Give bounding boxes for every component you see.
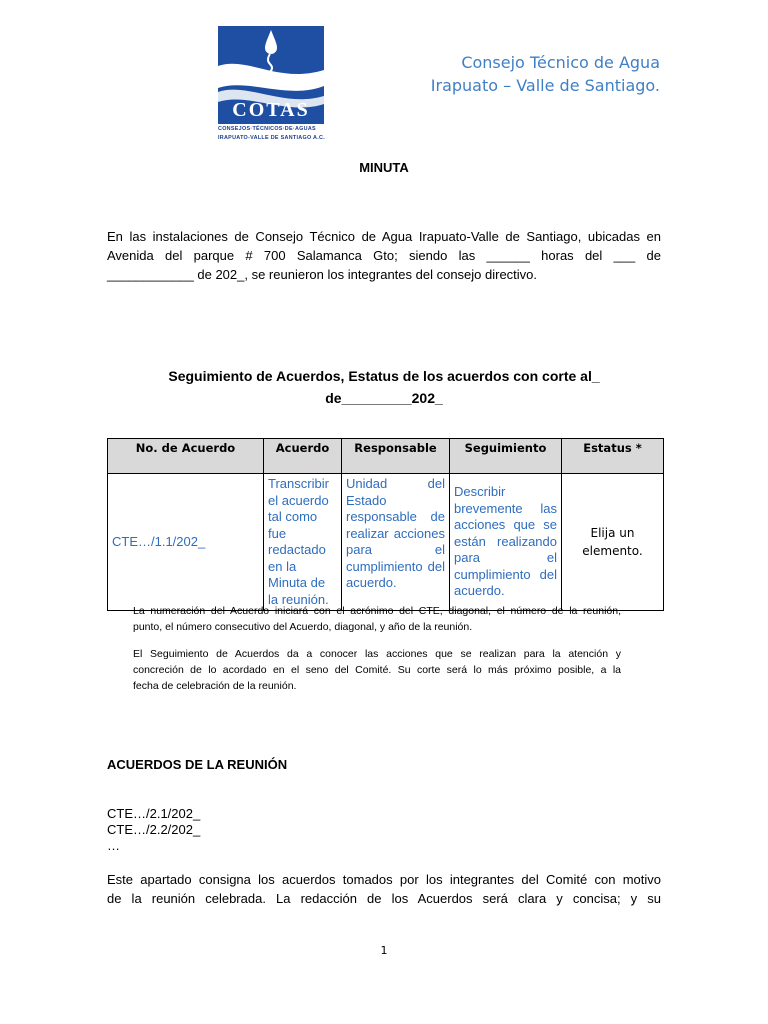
svg-text:COTAS: COTAS [232, 99, 310, 121]
intro-line: En las instalaciones de Consejo Técnico de Agua Irapuato-Valle de Santiago, ubicadas en [107, 229, 661, 244]
intro-line: ____________ de 202_, se reunieron los integrantes del consejo directivo. [107, 267, 538, 282]
table-header-row [108, 439, 664, 474]
note-line: La numeración del Acuerdo iniciará con el acrónimo del CTE, diagonal, el número de la reunión, [133, 605, 621, 617]
note-numeracion [133, 603, 621, 635]
note-line: El Seguimiento de Acuerdos da a conocer las acciones que se realizan para la atención y [133, 648, 621, 660]
col-header-acuerdo: Acuerdo [264, 439, 342, 474]
seguimiento-title [107, 365, 661, 409]
col-header-responsable: Responsable [342, 439, 450, 474]
logo-tagline: CONSEJOS·TÉCNICOS·DE·AGUAS [218, 126, 316, 132]
seguimiento-title-line: Seguimiento de Acuerdos, Estatus de los acuerdos con corte al_ [168, 368, 600, 384]
description-line: de la reunión celebrada. La redacción de los Acuerdos será clara y concisa; y su [107, 891, 661, 906]
col-header-seguimiento: Seguimiento [450, 439, 562, 474]
cell-seguimiento[interactable]: Describir brevemente las acciones que se están realizando para el cumplimiento del acuerdo. [450, 474, 562, 611]
page-number: 1 [380, 944, 388, 957]
water-drop-logo-icon [218, 26, 324, 124]
organization-name [431, 51, 660, 97]
acuerdos-table [107, 438, 664, 611]
org-name-line-2: Irapuato – Valle de Santiago. [430, 76, 660, 95]
intro-paragraph [107, 227, 661, 284]
description-line: Este apartado consigna los acuerdos tomados por los integrantes del Comité con motivo [107, 872, 661, 887]
col-header-numero: No. de Acuerdo [108, 439, 264, 474]
list-item: CTE…/2.2/202_ [107, 822, 201, 837]
note-line: fecha de celebración de la reunión. [133, 680, 297, 692]
cell-responsable[interactable]: Unidad del Estado responsable de realizar acciones para el cumplimiento del acuerdo. [342, 474, 450, 611]
cell-acuerdo[interactable]: Transcribir el acuerdo tal como fue redactado en la Minuta de la reunión. [264, 474, 342, 611]
note-line: punto, el número consecutivo del Acuerdo, diagonal, y año de la reunión. [133, 621, 473, 633]
cell-numero[interactable]: CTE…/1.1/202_ [108, 474, 264, 611]
logo-tagline-location: IRAPUATO-VALLE DE SANTIAGO A.C. [218, 135, 326, 141]
estatus-dropdown[interactable]: Elija un elemento. [562, 474, 664, 611]
note-line: concreción de lo acordado en el seno del Comité. Su corte será lo más próximo posible, a la [133, 664, 621, 676]
intro-line: Avenida del parque # 700 Salamanca Gto; siendo las ______ horas del ___ de [107, 248, 661, 263]
list-item: CTE…/2.1/202_ [107, 806, 201, 821]
list-item: … [107, 838, 120, 853]
note-seguimiento [133, 646, 621, 694]
document-title: MINUTA [359, 160, 409, 175]
acuerdos-description [107, 870, 661, 908]
seguimiento-title-line: de_________202_ [325, 390, 443, 406]
acuerdos-list [107, 806, 200, 854]
acuerdos-reunion-title: ACUERDOS DE LA REUNIÓN [107, 757, 288, 772]
org-name-line-1: Consejo Técnico de Agua [461, 53, 660, 72]
table-row [108, 474, 664, 611]
col-header-estatus: Estatus * [562, 439, 664, 474]
